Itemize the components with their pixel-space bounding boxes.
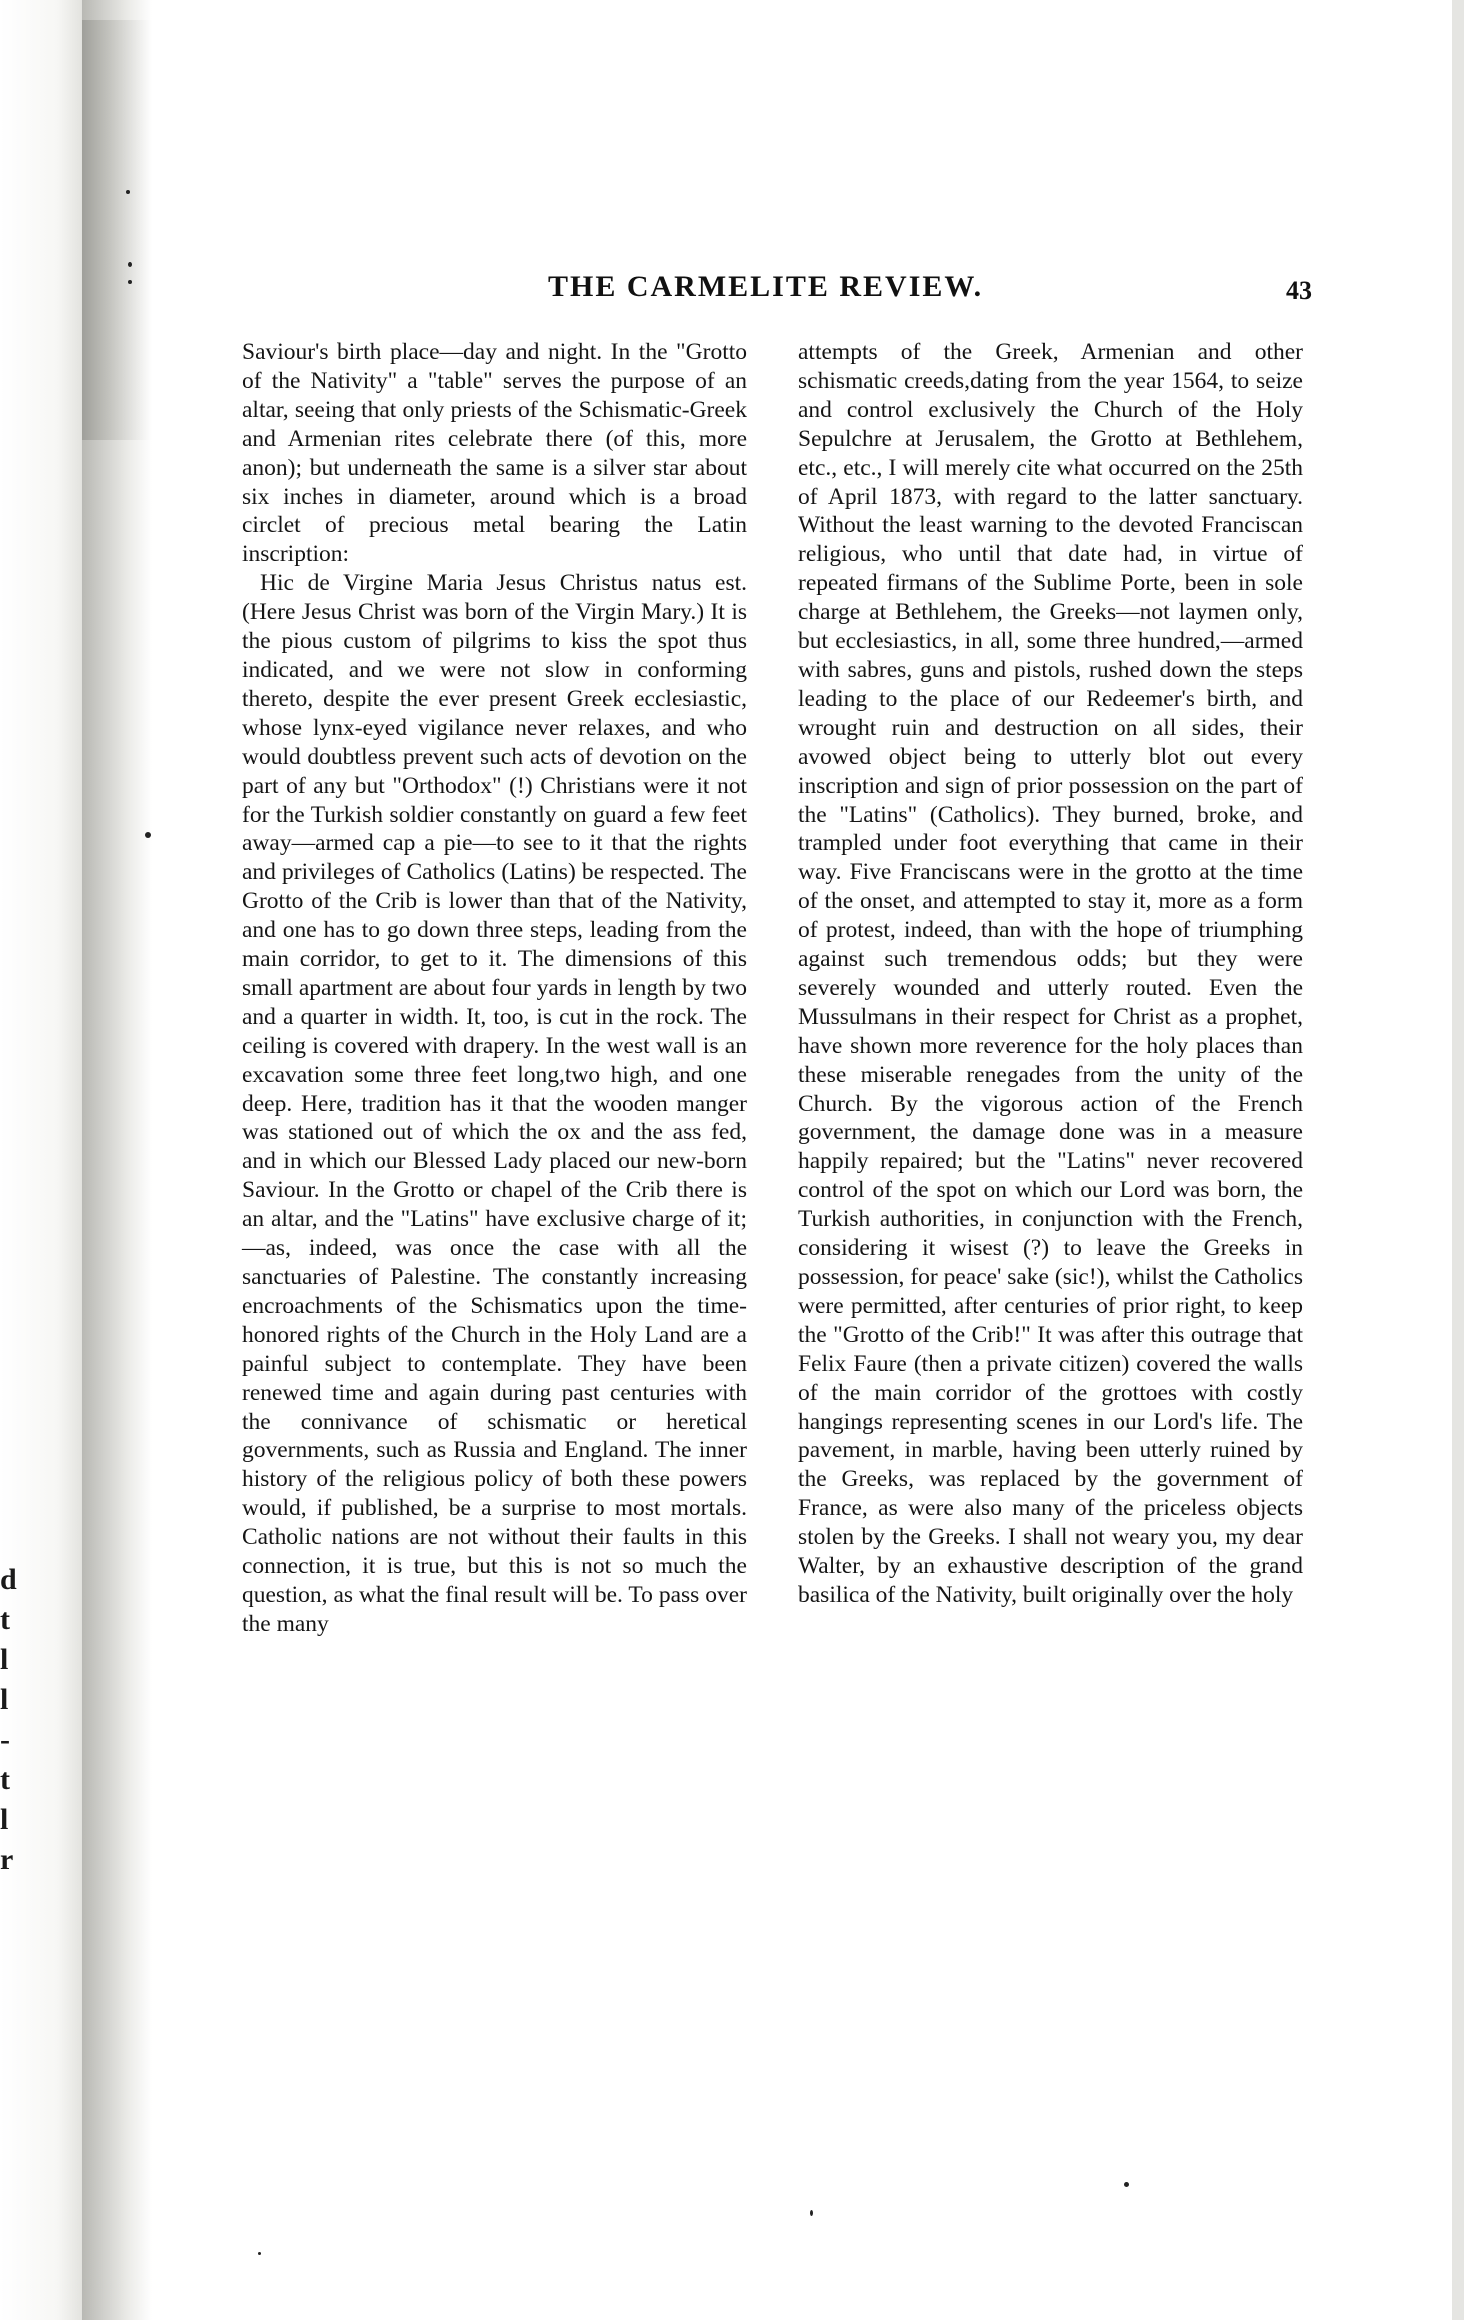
scan-speck: [1124, 2182, 1129, 2187]
page-edge: [1452, 0, 1464, 2320]
margin-char: r: [0, 1843, 14, 1876]
scan-speck: [128, 262, 132, 267]
margin-char: l: [0, 1683, 9, 1716]
scan-speck: [128, 280, 132, 284]
right-column: [798, 338, 1303, 1610]
running-head: THE CARMELITE REVIEW.: [548, 270, 984, 303]
left-column: [242, 338, 747, 1639]
margin-char: -: [0, 1723, 10, 1756]
margin-char: l: [0, 1803, 9, 1836]
margin-char: t: [0, 1763, 10, 1796]
paragraph: attempts of the Greek, Armenian and other schismatic creeds,dating from the year 1564, to seize and control exclusively the Church of the Holy Sepulchre at Jerusalem, the Grotto at Bethlehem, etc., etc., I will merely cite what occurred on the 25th of April 1873, with regard to the latter sanctuary. Without the least warning to the devoted Franciscan religious, who until that date had, in virtue of repeated firmans of the Sublime Porte, been in sole charge at Bethlehem, the Greeks—not laymen only, but ecclesiastics, in all, some three hundred,—armed with sabres, guns and pistols, rushed down the steps leading to the place of our Redeemer's birth, and wrought ruin and destruction on all sides, their avowed object being to utterly blot out every inscription and sign of prior possession on the part of the "Latins" (Catholics). They burned, broke, and trampled under foot everything that came in their way. Five Franciscans were in the grotto at the time of the onset, and attempted to stay it, more as a form of protest, indeed, than with the hope of triumphing against such tremendous odds; but they were severely wounded and utterly routed. Even the Mussulmans in their respect for Christ as a prophet, have shown more reverence for the holy places than these miserable renegades from the unity of the Church. By the vigorous action of the French government, the damage done was in a measure happily repaired; but the "Latins" never recovered control of the spot on which our Lord was born, the Turkish authorities, in conjunction with the French, considering it wisest (?) to leave the Greeks in possession, for peace' sake (sic!), whilst the Catholics were permitted, after centuries of prior right, to keep the "Grotto of the Crib!" It was after this outrage that Felix Faure (then a private citizen) covered the walls of the main corridor of the grottoes with costly hangings representing scenes in our Lord's life. The pavement, in marble, having been utterly ruined by the Greeks, was replaced by the government of France, as were also many of the priceless objects stolen by the Greeks. I shall not weary you, my dear Walter, by an exhaustive description of the grand basilica of the Nativity, built originally over the holy: [798, 339, 1303, 1608]
margin-char: l: [0, 1643, 9, 1676]
margin-fragment: [0, 1560, 17, 1880]
scan-speck: [145, 832, 151, 838]
scan-speck: [258, 2252, 261, 2255]
margin-char: t: [0, 1603, 10, 1636]
scan-speck: [126, 190, 130, 194]
page-number: 43: [1286, 276, 1312, 305]
scan-speck: [810, 2210, 813, 2216]
paragraph: Hic de Virgine Maria Jesus Christus natus est. (Here Jesus Christ was born of the Virgin Mary.) It is the pious custom of pilgrims to kiss the spot thus indicated, and we were not slow in conforming thereto, despite the ever present Greek ecclesiastic, whose lynx-eyed vigilance never relaxes, and who would doubtless prevent such acts of devotion on the part of any but "Orthodox" (!) Christians were it not for the Turkish soldier constantly on guard a few feet away—armed cap a pie—to see to it that the rights and privileges of Catholics (Latins) be respected. The Grotto of the Crib is lower than that of the Nativity, and one has to go down three steps, leading from the main corridor, to get to it. The dimensions of this small apartment are about four yards in length by two and a quarter in width. It, too, is cut in the rock. The ceiling is covered with drapery. In the west wall is an excavation some three feet long,two high, and one deep. Here, tradition has it that the wooden manger was stationed out of which the ox and the ass fed, and in which our Blessed Lady placed our new-born Saviour. In the Grotto or chapel of the Crib there is an altar, and the "Latins" have exclusive charge of it;—as, indeed, was once the case with all the sanctuaries of Palestine. The constantly increasing encroachments of the Schismatics upon the time-honored rights of the Church in the Holy Land are a painful subject to contemplate. They have been renewed time and again during past centuries with the connivance of schismatic or heretical governments, such as Russia and England. The inner history of the religious policy of both these powers would, if published, be a surprise to most mortals. Catholic nations are not without their faults in this connection, it is true, but this is not so much the question, as what the final result will be. To pass over the many: [242, 570, 747, 1637]
previous-page-edge: [0, 0, 95, 2320]
margin-char: d: [0, 1563, 17, 1596]
gutter-shadow-top: [82, 20, 152, 440]
paragraph: Saviour's birth place—day and night. In the "Grotto of the Nativity" a "table" serves the purpose of an altar, seeing that only priests of the Schismatic-Greek and Armenian rites celebrate there (of this, more anon); but underneath the same is a silver star about six inches in diameter, around which is a broad circlet of precious metal bearing the Latin inscription:: [242, 339, 747, 568]
